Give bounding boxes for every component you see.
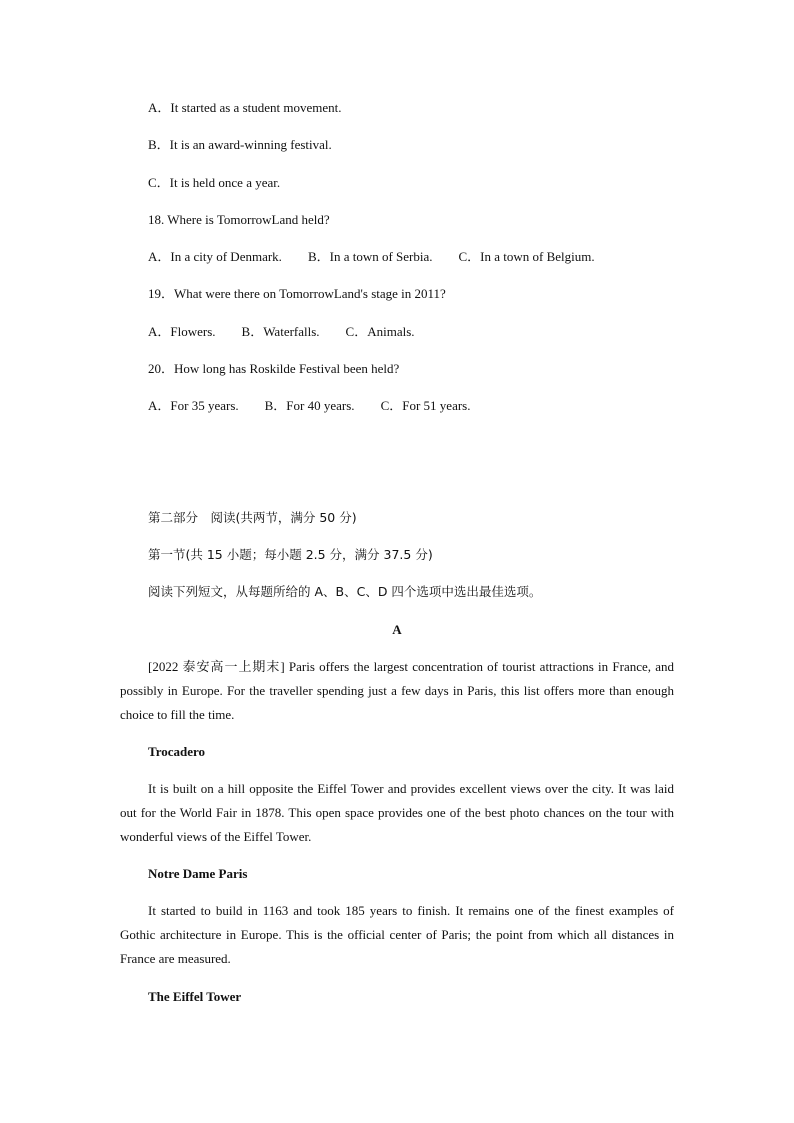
q20-option-c: C．For 51 years.: [380, 398, 471, 413]
item-text-notre-dame: It started to build in 1163 and took 185 years to finish. It remains one of the finest examples of Gothic architecture in Europe. This is the official center of Paris; the point from which all distances in France are measured.: [120, 903, 674, 966]
q18-options: [148, 249, 595, 265]
q19-option-c: C．Animals.: [345, 324, 415, 339]
item-text-trocadero: It is built on a hill opposite the Eiffel Tower and provides excellent views over the city. It was laid out for the World Fair in 1878. This open space provides one of the best photo chances on the tour with wonderful views of the Eiffel Tower.: [120, 781, 674, 844]
passage-label: A: [392, 622, 402, 637]
item-title-trocadero: Trocadero: [148, 744, 206, 759]
q20-question: 20．How long has Roskilde Festival been held?: [148, 361, 400, 376]
q18-option-a: A．In a city of Denmark.: [148, 249, 282, 264]
passage-intro: [2022 泰安高一上期末] Paris offers the largest concentration of tourist attractions in France, and possibly in Europe. For the traveller spending just a few days in Paris, this list offers more than enough choice to fill the time.: [120, 659, 674, 722]
q17-option-b: B．It is an award-winning festival.: [148, 137, 332, 152]
item-title-eiffel-tower: The Eiffel Tower: [148, 989, 242, 1004]
q19-option-b: B．Waterfalls.: [241, 324, 320, 339]
q19-option-a: A．Flowers.: [148, 324, 216, 339]
reading-section-title: 第一节(共 15 小题；每小题 2.5 分，满分 37.5 分): [148, 547, 433, 562]
reading-instructions: 阅读下列短文，从每题所给的 A、B、C、D 四个选项中选出最佳选项。: [148, 584, 542, 599]
q17-option-a: A．It started as a student movement.: [148, 100, 342, 115]
item-title-notre-dame: Notre Dame Paris: [148, 866, 248, 881]
q18-option-b: B．In a town of Serbia.: [307, 249, 433, 264]
q18-option-c: C．In a town of Belgium.: [458, 249, 595, 264]
q19-options: [148, 324, 415, 340]
q20-options: [148, 398, 470, 414]
q20-option-a: A．For 35 years.: [148, 398, 239, 413]
reading-part-title: 第二部分 阅读(共两节，满分 50 分): [148, 510, 357, 525]
q20-option-b: B．For 40 years.: [264, 398, 355, 413]
q18-question: 18. Where is TomorrowLand held?: [148, 212, 330, 227]
q17-option-c: C．It is held once a year.: [148, 175, 281, 190]
q19-question: 19．What were there on TomorrowLand's stage in 2011?: [148, 286, 446, 301]
